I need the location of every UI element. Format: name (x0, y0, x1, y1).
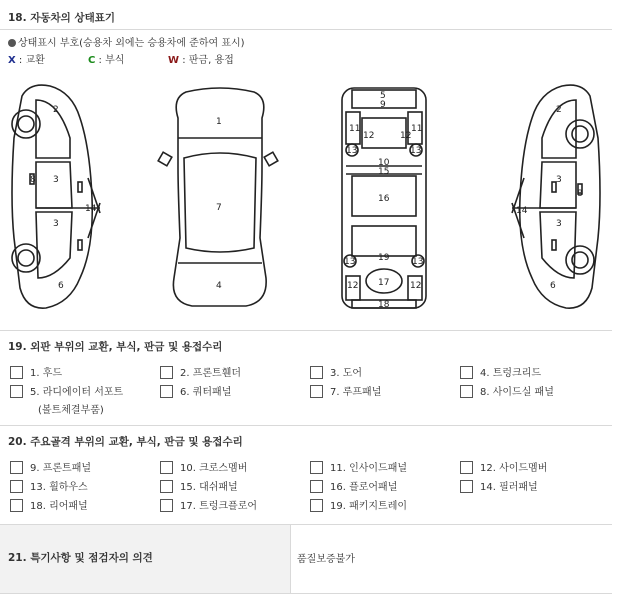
part-label-12: 12 (400, 131, 412, 141)
part-label-12: 12 (363, 131, 375, 141)
checkbox-inside-panel[interactable] (310, 461, 323, 474)
checkbox-label: 1. 후드 (30, 368, 63, 379)
legend-code-x: X (8, 55, 16, 66)
checkbox-label: 6. 쿼터패널 (180, 387, 232, 398)
part-label-11: 11 (411, 124, 423, 134)
part-label-18: 18 (378, 300, 390, 310)
checkbox-floor-panel[interactable] (310, 480, 323, 493)
checkbox-roof-panel[interactable] (310, 385, 323, 398)
part-label-3: 3 (556, 219, 562, 229)
checkbox-cross-member[interactable] (160, 461, 173, 474)
part-label-2: 2 (53, 105, 59, 115)
section-21-row (0, 524, 612, 594)
section-20-title: 20. 주요골격 부위의 교환, 부식, 판금 및 용접수리 (8, 436, 243, 448)
part-label-12: 12 (347, 281, 359, 291)
checkbox-rear-panel[interactable] (10, 499, 23, 512)
checkbox-label: 8. 사이드실 패널 (480, 387, 554, 398)
part-label-10: 10 (378, 158, 390, 168)
checkbox-label: 17. 트렁크플로어 (180, 501, 258, 512)
part-label-7: 7 (216, 203, 222, 213)
legend-text-c: : 부식 (98, 55, 125, 66)
checkbox-quarter-panel[interactable] (160, 385, 173, 398)
checkbox-label: 9. 프론트패널 (30, 463, 92, 474)
section-19-title: 19. 외판 부위의 교환, 부식, 판금 및 용접수리 (8, 341, 223, 353)
part-label-14: 14 (85, 204, 97, 214)
part-label-2: 2 (556, 105, 562, 115)
part-label-3: 3 (53, 175, 59, 185)
legend-title: 상태표시 부호(승용차 외에는 승용차에 준하여 표시) (18, 38, 245, 49)
part-label-19: 19 (378, 253, 390, 263)
part-label-8: 8 (30, 175, 36, 185)
checkbox-front-fender[interactable] (160, 366, 173, 379)
checkbox-front-panel[interactable] (10, 461, 23, 474)
part-label-8: 8 (577, 189, 583, 199)
checkbox-hood[interactable] (10, 366, 23, 379)
checkbox-label: 11. 인사이드패널 (330, 463, 408, 474)
checkbox-label: 2. 프론트휀더 (180, 368, 242, 379)
part-label-13: 13 (412, 257, 424, 267)
checkbox-radiator-support[interactable] (10, 385, 23, 398)
divider (0, 29, 612, 30)
part-label-6: 6 (550, 281, 556, 291)
checkbox-door[interactable] (310, 366, 323, 379)
checkbox-label: 16. 플로어패널 (330, 482, 398, 493)
part-label-11: 11 (349, 124, 361, 134)
part-label-3: 3 (556, 175, 562, 185)
checkbox-label: 4. 트렁크리드 (480, 368, 542, 379)
part-label-17: 17 (378, 278, 390, 288)
legend-text-x: : 교환 (18, 55, 45, 66)
section-21-title: 21. 특기사항 및 점검자의 의견 (8, 552, 153, 564)
legend-text-w: : 판금, 용접 (182, 55, 234, 66)
checkbox-label: 10. 크로스멤버 (180, 463, 248, 474)
checkbox-label: 5. 라디에이터 서포트 (30, 387, 124, 398)
legend-code-w: W (168, 55, 180, 66)
checkbox-label: 14. 필러패널 (480, 482, 538, 493)
checkbox-label: 19. 패키지트레이 (330, 501, 408, 512)
checkbox-side-member[interactable] (460, 461, 473, 474)
legend-bullet-icon (8, 39, 16, 47)
part-label-3: 3 (53, 219, 59, 229)
part-label-5: 5 (380, 91, 386, 101)
legend-code-c: C (88, 55, 96, 66)
part-label-14: 14 (516, 206, 528, 216)
checkbox-label: 15. 대쉬패널 (180, 482, 238, 493)
car-right-side-view (512, 85, 600, 308)
part-label-13: 13 (344, 257, 356, 267)
section-18-title: 18. 자동차의 상태표기 (8, 12, 116, 24)
checkbox-pillar-panel[interactable] (460, 480, 473, 493)
part-label-16: 16 (378, 194, 390, 204)
part-label-13: 13 (410, 146, 422, 156)
part-label-4: 4 (216, 281, 222, 291)
part-label-1: 1 (216, 117, 222, 127)
checkbox-label: 13. 휠하우스 (30, 482, 88, 493)
checkbox-label: 3. 도어 (330, 368, 363, 379)
part-label-6: 6 (58, 281, 64, 291)
opinion-value: 품질보증불가 (297, 554, 355, 565)
bolt-parts-note: (볼트체결부품) (38, 405, 104, 416)
car-diagram (0, 78, 612, 318)
car-left-side-view (12, 85, 100, 308)
checkbox-package-tray[interactable] (310, 499, 323, 512)
checkbox-label: 12. 사이드멤버 (480, 463, 548, 474)
checkbox-label: 18. 리어패널 (30, 501, 88, 512)
checkbox-trunk-floor[interactable] (160, 499, 173, 512)
checkbox-dash-panel[interactable] (160, 480, 173, 493)
checkbox-side-sill-panel[interactable] (460, 385, 473, 398)
checkbox-label: 7. 루프패널 (330, 387, 382, 398)
checkbox-trunk-lid[interactable] (460, 366, 473, 379)
checkbox-wheel-house[interactable] (10, 480, 23, 493)
part-label-12: 12 (410, 281, 422, 291)
part-label-13: 13 (346, 146, 358, 156)
part-label-15: 15 (378, 167, 390, 177)
legend-title-row (8, 34, 245, 49)
divider (0, 425, 612, 426)
part-label-9: 9 (380, 100, 386, 110)
divider (0, 330, 612, 331)
